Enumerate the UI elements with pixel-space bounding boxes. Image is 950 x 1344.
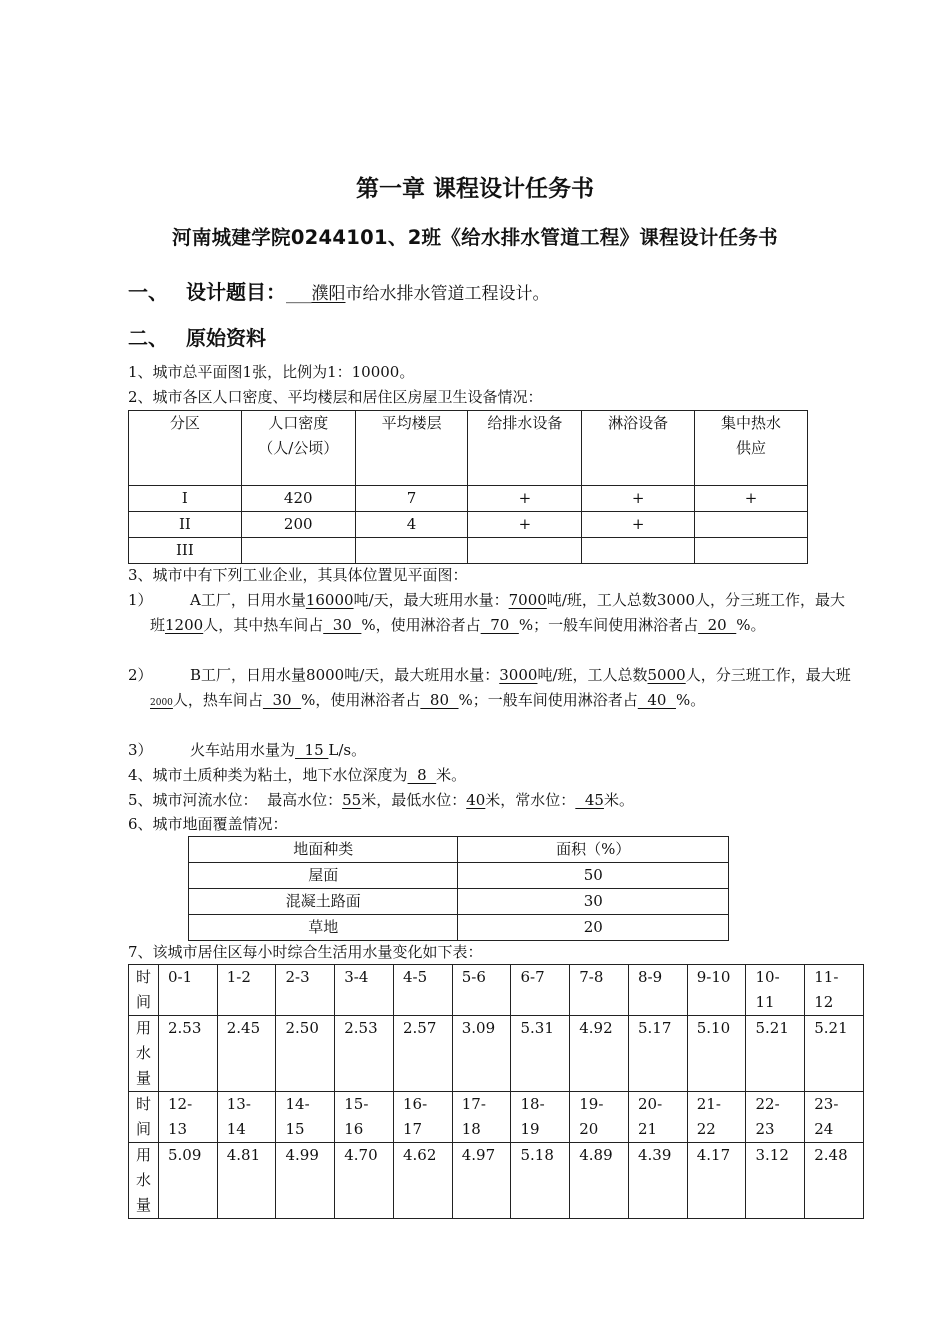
time-cell: 2-3	[276, 965, 335, 1016]
table-cell: 屋面	[189, 863, 458, 889]
time-row	[129, 1092, 864, 1143]
time-cell: 16- 17	[393, 1092, 452, 1143]
water-value-cell: 2.45	[217, 1016, 276, 1092]
time-cell: 4-5	[393, 965, 452, 1016]
section-label: 设计题目：	[186, 280, 286, 304]
text-run: %，使用淋浴者占	[301, 691, 421, 709]
filled-value: 30	[262, 691, 302, 709]
filled-value: 5000	[647, 666, 686, 684]
item-line-1: 1、城市总平面图1张，比例为1：10000。	[128, 363, 415, 381]
table-cell: 200	[241, 512, 355, 538]
header-cell: 给排水设备	[468, 411, 582, 486]
text-run: A工厂，日用水量	[190, 591, 306, 609]
time-cell: 0-1	[158, 965, 217, 1016]
item-line-7: 7、该城市居住区每小时综合生活用水量变化如下表：	[128, 943, 483, 961]
time-cell: 21- 22	[687, 1092, 746, 1143]
filled-value: 80	[420, 691, 459, 709]
table-cell: 草地	[189, 915, 458, 941]
table-cell: 混凝土路面	[189, 889, 458, 915]
item-line-3: 3、城市中有下列工业企业，其具体位置见平面图：	[128, 566, 468, 584]
district-table	[128, 410, 808, 564]
table-row	[189, 915, 729, 941]
table-cell: +	[695, 486, 808, 512]
row-label: 时 间	[129, 1092, 159, 1143]
header-cell: 分区	[129, 411, 242, 486]
water-value-cell: 2.50	[276, 1016, 335, 1092]
time-cell: 11- 12	[805, 965, 864, 1016]
table-cell	[355, 538, 468, 564]
row-label: 用 水 量	[129, 1016, 159, 1092]
water-value-cell: 2.53	[335, 1016, 394, 1092]
table-cell: 4	[355, 512, 468, 538]
time-cell: 13- 14	[217, 1092, 276, 1143]
filled-value: 30	[323, 616, 362, 634]
filled-value: 70	[480, 616, 519, 634]
time-cell: 12- 13	[158, 1092, 217, 1143]
text-run: 4、城市土质种类为粘土，地下水位深度为	[128, 766, 408, 784]
time-cell: 18- 19	[511, 1092, 570, 1143]
text-run: L/s。	[328, 741, 367, 759]
table-row	[129, 512, 808, 538]
table-header-row	[189, 837, 729, 863]
table-header-row	[129, 411, 808, 486]
text-run: 人，热车间占	[172, 691, 263, 709]
text-run: 人，分三班工作，最大班	[685, 666, 851, 684]
time-cell: 15- 16	[335, 1092, 394, 1143]
header-cell: 平均楼层	[355, 411, 468, 486]
water-value-cell: 4.62	[393, 1143, 452, 1219]
filled-value: 2000	[150, 698, 173, 708]
table-cell: 50	[458, 863, 729, 889]
table-cell	[468, 538, 582, 564]
water-value-cell: 2.48	[805, 1143, 864, 1219]
text-run: 5、城市河流水位： 最高水位：	[128, 791, 343, 809]
water-value-cell: 4.92	[570, 1016, 629, 1092]
item-line-2: 2、城市各区人口密度、平均楼层和居住区房屋卫生设备情况：	[128, 388, 543, 406]
text-run: %；一般车间使用淋浴者占	[458, 691, 638, 709]
time-cell: 19- 20	[570, 1092, 629, 1143]
water-value-cell: 5.17	[628, 1016, 687, 1092]
table-cell: 20	[458, 915, 729, 941]
text-run: 人，其中热车间占	[203, 616, 324, 634]
water-value-cell: 2.57	[393, 1016, 452, 1092]
water-value-cell: 5.31	[511, 1016, 570, 1092]
time-cell: 5-6	[452, 965, 511, 1016]
time-cell: 20- 21	[628, 1092, 687, 1143]
text-run: %；一般车间使用淋浴者占	[518, 616, 699, 634]
filled-value: 45	[575, 791, 604, 809]
text-run: 米，最低水位：	[361, 791, 467, 809]
water-value-cell: 5.21	[805, 1016, 864, 1092]
text-run: 火车站用水量为	[190, 741, 296, 759]
time-cell: 7-8	[570, 965, 629, 1016]
filled-value: 20	[698, 616, 737, 634]
text-run: 米，常水位：	[485, 791, 576, 809]
water-row	[129, 1016, 864, 1092]
time-cell: 23- 24	[805, 1092, 864, 1143]
time-cell: 3-4	[335, 965, 394, 1016]
time-cell: 9-10	[687, 965, 746, 1016]
table-row	[189, 889, 729, 915]
table-cell: 30	[458, 889, 729, 915]
water-value-cell: 4.17	[687, 1143, 746, 1219]
text-run: %，使用淋浴者占	[361, 616, 481, 634]
time-cell: 14- 15	[276, 1092, 335, 1143]
text-run: 吨/天，最大班用水量：	[353, 591, 509, 609]
filled-value: 40	[466, 791, 486, 809]
time-cell: 10- 11	[746, 965, 805, 1016]
water-row	[129, 1143, 864, 1219]
table-cell	[241, 538, 355, 564]
row-label: 用 水 量	[129, 1143, 159, 1219]
item-line-5	[128, 788, 634, 813]
city-name: 濮阳	[311, 284, 346, 304]
header-cell: 人口密度（人/公顷）	[241, 411, 355, 486]
water-value-cell: 4.39	[628, 1143, 687, 1219]
time-row	[129, 965, 864, 1016]
table-cell: +	[582, 512, 695, 538]
water-value-cell: 5.09	[158, 1143, 217, 1219]
water-value-cell: 5.10	[687, 1016, 746, 1092]
header-cell: 面积（%）	[458, 837, 729, 863]
table-cell	[695, 512, 808, 538]
table-cell: +	[582, 486, 695, 512]
time-cell: 8-9	[628, 965, 687, 1016]
table-row	[129, 486, 808, 512]
row-label: 时 间	[129, 965, 159, 1016]
text-run: 吨/班，工人总数	[537, 666, 648, 684]
table-cell: III	[129, 538, 242, 564]
section-number: 一、	[128, 280, 168, 304]
water-value-cell: 4.89	[570, 1143, 629, 1219]
item-line-6: 6、城市地面覆盖情况：	[128, 815, 288, 833]
text-run: B工厂，日用水量8000吨/天，最大班用水量：	[190, 666, 500, 684]
filled-value: 40	[637, 691, 676, 709]
text-run: 吨/班，工人总数3000人，分三班工作，最大班	[150, 591, 846, 634]
header-cell: 淋浴设备	[582, 411, 695, 486]
section-design-topic	[128, 276, 550, 305]
water-value-cell: 4.99	[276, 1143, 335, 1219]
item-tag: 2）	[128, 666, 153, 684]
water-value-cell: 3.12	[746, 1143, 805, 1219]
item-tag: 3）	[128, 741, 153, 759]
chapter-title: 第一章 课程设计任务书	[355, 176, 594, 202]
water-value-cell: 4.97	[452, 1143, 511, 1219]
factory-b-paragraph	[128, 663, 856, 716]
item-tag: 1）	[128, 591, 153, 609]
text-run: 米。	[603, 791, 634, 809]
table-row	[129, 538, 808, 564]
section-raw-data	[128, 322, 266, 351]
topic-rest: 市给水排水管道工程设计。	[345, 284, 550, 304]
time-cell: 6-7	[511, 965, 570, 1016]
table-cell: +	[468, 512, 582, 538]
header-cell: 地面种类	[189, 837, 458, 863]
text-run: %。	[736, 616, 766, 634]
document-subtitle: 河南城建学院0244101、2班《给水排水管道工程》课程设计任务书	[172, 226, 778, 249]
time-cell: 17- 18	[452, 1092, 511, 1143]
section-number: 二、	[128, 326, 168, 350]
blank-fill: ___	[286, 284, 312, 304]
filled-value: 16000	[305, 591, 354, 609]
filled-value: 8	[407, 766, 437, 784]
filled-value: 55	[342, 791, 362, 809]
water-value-cell: 2.53	[158, 1016, 217, 1092]
item-line-4	[128, 763, 466, 788]
table-cell: 7	[355, 486, 468, 512]
filled-value: 3000	[499, 666, 538, 684]
filled-value: 1200	[165, 616, 204, 634]
time-cell: 22- 23	[746, 1092, 805, 1143]
water-value-cell: 4.70	[335, 1143, 394, 1219]
water-value-cell: 3.09	[452, 1016, 511, 1092]
table-cell	[695, 538, 808, 564]
filled-value: 7000	[508, 591, 547, 609]
water-value-cell: 5.18	[511, 1143, 570, 1219]
text-run: 米。	[436, 766, 467, 784]
table-cell: II	[129, 512, 242, 538]
hourly-water-table	[128, 964, 864, 1219]
factory-a-paragraph	[128, 588, 856, 638]
table-cell: 420	[241, 486, 355, 512]
filled-value: 15	[295, 741, 329, 759]
header-cell: 集中热水供应	[695, 411, 808, 486]
text-run: %。	[675, 691, 706, 709]
water-value-cell: 4.81	[217, 1143, 276, 1219]
table-cell: +	[468, 486, 582, 512]
table-row	[189, 863, 729, 889]
station-paragraph	[128, 738, 856, 763]
ground-cover-table	[188, 836, 729, 941]
section-label: 原始资料	[186, 326, 266, 350]
water-value-cell: 5.21	[746, 1016, 805, 1092]
table-cell: I	[129, 486, 242, 512]
table-cell	[582, 538, 695, 564]
time-cell: 1-2	[217, 965, 276, 1016]
